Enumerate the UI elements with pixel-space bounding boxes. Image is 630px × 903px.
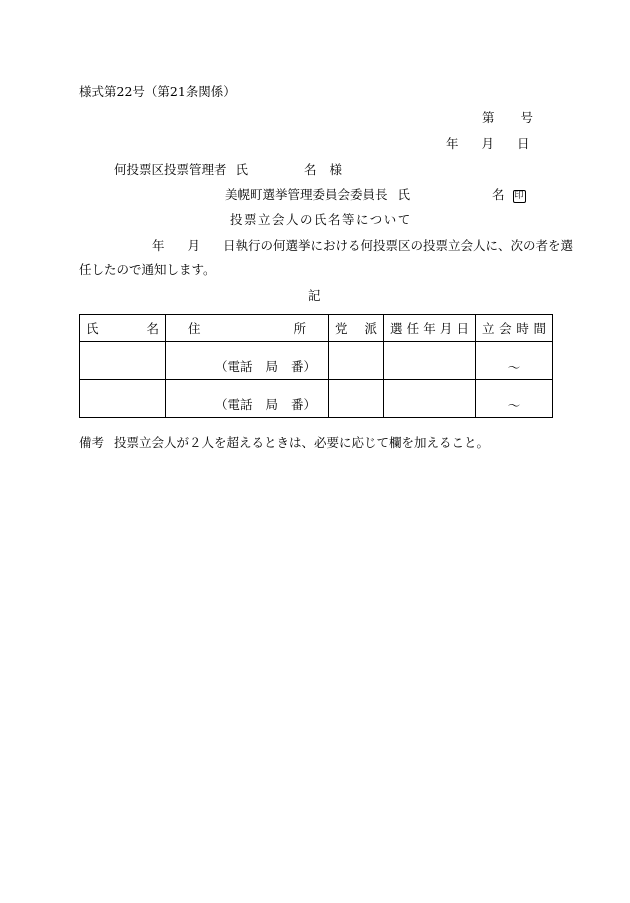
header-attend-time: 立 会 時 間: [476, 315, 553, 342]
note: [79, 435, 489, 451]
tilde-mark: ～: [507, 398, 521, 413]
tilde-mark: ～: [507, 360, 521, 375]
sender-shi: 氏: [397, 187, 411, 202]
table-row: [80, 342, 553, 380]
doc-number: [482, 110, 533, 126]
doc-number-go: 号: [520, 110, 534, 125]
body-line-1: [152, 238, 573, 254]
addressee-shi: 氏: [235, 162, 249, 177]
phone-label: （電話 局 番）: [214, 397, 316, 412]
cell-appointed-date: [384, 380, 476, 418]
addressee-sama: 様: [329, 162, 343, 177]
note-text: 投票立会人が２人を超えるときは、必要に応じて欄を加えること。: [114, 435, 490, 450]
cell-attend-time: [476, 380, 553, 418]
cell-party: [329, 342, 384, 380]
body-year: 年: [152, 238, 165, 253]
cell-name: [80, 342, 166, 380]
addressee: [114, 162, 342, 178]
addressee-mei: 名: [304, 162, 317, 177]
body-line-2: 任したので通知します。: [79, 262, 216, 277]
issue-date-year: 年: [446, 136, 459, 151]
ki-heading: 記: [308, 288, 321, 303]
sender: [225, 187, 526, 203]
header-address: 住 所: [166, 315, 329, 342]
cell-address: [166, 380, 329, 418]
issue-date-day: 日: [517, 136, 530, 151]
form-number: 様式第22号（第21条関係）: [79, 84, 236, 99]
seal-mark: 印: [514, 191, 524, 201]
sender-title: 美幌町選挙管理委員会委員長: [225, 187, 388, 202]
cell-address: [166, 342, 329, 380]
doc-number-dai: 第: [482, 110, 495, 125]
subject: 投票立会人の氏名等について: [230, 212, 412, 227]
phone-label: （電話 局 番）: [214, 359, 316, 374]
cell-party: [329, 380, 384, 418]
header-appointed-date: 選 任 年 月 日: [384, 315, 476, 342]
issue-date-month: 月: [481, 136, 495, 151]
table-row: [80, 380, 553, 418]
table-header-row: [80, 315, 553, 342]
appointee-table: [79, 314, 553, 418]
header-party: 党 派: [329, 315, 384, 342]
note-label: 備考: [79, 435, 105, 450]
addressee-title: 何投票区投票管理者: [114, 162, 227, 177]
header-name: 氏 名: [80, 315, 166, 342]
body-text-1: 日執行の何選挙における何投票区の投票立会人に、次の者を選: [223, 238, 574, 253]
cell-name: [80, 380, 166, 418]
sender-mei: 名: [492, 187, 505, 202]
issue-date: [446, 136, 530, 152]
cell-attend-time: [476, 342, 553, 380]
cell-appointed-date: [384, 342, 476, 380]
body-month: 月: [187, 238, 201, 253]
